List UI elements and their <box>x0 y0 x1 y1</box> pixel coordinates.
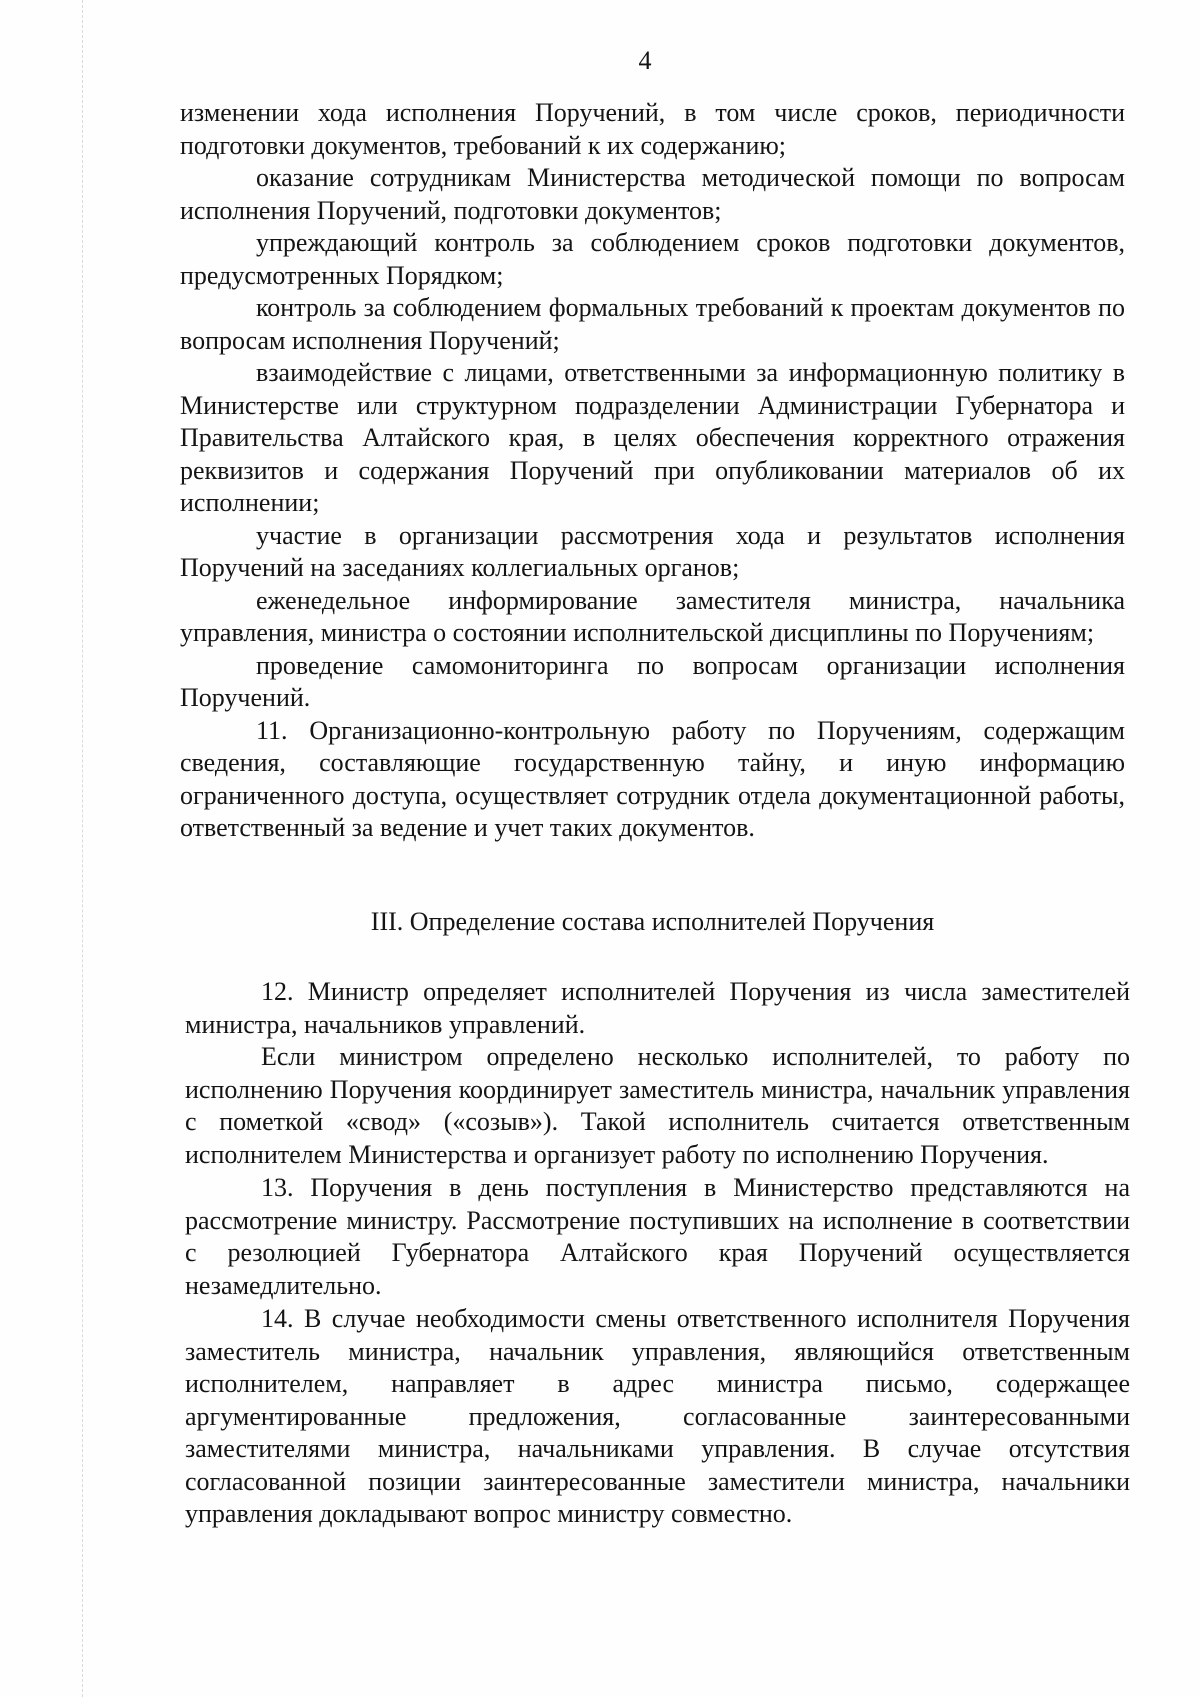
paragraph: контроль за соблюдением формальных требований к проектам документов по вопросам исполнения Поручений; <box>180 293 1125 355</box>
paragraph: изменении хода исполнения Поручений, в том числе сроков, периодичности подготовки документов, требований к их содержанию; <box>180 98 1125 160</box>
paragraph-14: 14. В случае необходимости смены ответственного исполнителя Поручения заместитель министра, начальник управления, являющийся ответственным исполнителем, направляет в адрес министра письмо, содержащее аргументированные предложения, согласованные заинтересованными заместителями министра, начальниками управления. В случае отсутствия согласованной позиции заинтересованные заместители министра, начальники управления докладывают вопрос министру совместно. <box>185 1304 1130 1528</box>
paragraph-13: 13. Поручения в день поступления в Министерство представляются на рассмотрение министру. Рассмотрение поступивших на исполнение в соответствии с резолюцией Губернатора Алтайского края Поручений осуществляется незамедлительно. <box>185 1173 1130 1300</box>
page-number: 4 <box>638 46 652 75</box>
paragraph: участие в организации рассмотрения хода и результатов исполнения Поручений на заседаниях коллегиальных органов; <box>180 520 1125 582</box>
body-text-top <box>180 97 1125 845</box>
section-heading: III. Определение состава исполнителей Поручения <box>370 907 935 936</box>
body-text-bottom <box>185 976 1130 1531</box>
paragraph: проведение самомониторинга по вопросам организации исполнения Поручений. <box>180 650 1125 712</box>
paragraph: взаимодействие с лицами, ответственными за информационную политику в Министерстве или структурном подразделении Администрации Губернатора и Правительства Алтайского края, в целях обеспечения корректного отражения реквизитов и содержания Поручений при опубликовании материалов об их исполнении; <box>180 358 1125 517</box>
paragraph-11: 11. Организационно-контрольную работу по Поручениям, содержащим сведения, составляющие государственную тайну, и иную информацию ограниченного доступа, осуществляет сотрудник отдела документационной работы, ответственный за ведение и учет таких документов. <box>180 715 1125 842</box>
paragraph: Если министром определено несколько исполнителей, то работу по исполнению Поручения координирует заместитель министра, начальник управления с пометкой «свод» («созыв»). Такой исполнитель считается ответственным исполнителем Министерства и организует работу по исполнению Поручения. <box>185 1042 1130 1169</box>
paragraph: упреждающий контроль за соблюдением сроков подготовки документов, предусмотренных Порядком; <box>180 228 1125 290</box>
paragraph: еженедельное информирование заместителя министра, начальника управления, министра о состоянии исполнительской дисциплины по Поручениям; <box>180 585 1125 647</box>
scan-edge-mark <box>82 0 83 1697</box>
paragraph-12: 12. Министр определяет исполнителей Поручения из числа заместителей министра, начальников управлений. <box>185 977 1130 1039</box>
paragraph: оказание сотрудникам Министерства методической помощи по вопросам исполнения Поручений, подготовки документов; <box>180 163 1125 225</box>
